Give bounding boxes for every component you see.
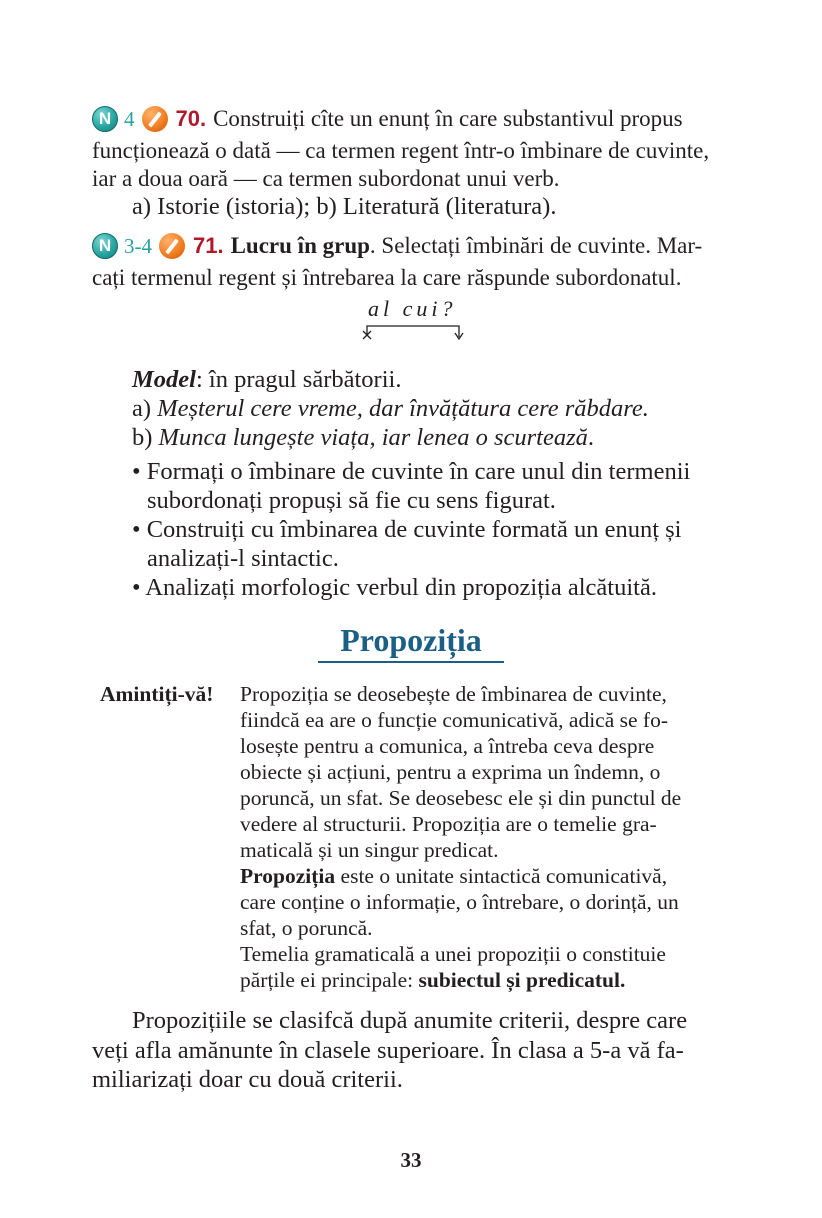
closing-line-1: Propozițiile se clasifcă după anumite criterii, despre care <box>132 1007 688 1034</box>
temelie-line-1: Temelia gramaticală a unei propoziții o constituie <box>240 942 666 966</box>
n-level-icon: N <box>92 233 118 259</box>
example-b-text: Munca lungește viața, iar lenea o scurtează <box>158 424 588 451</box>
exercise-71-title: Lucru în grup <box>230 233 370 258</box>
closing-line-3: miliarizați doar cu două criterii. <box>92 1066 403 1093</box>
exercise-70-header <box>92 105 683 133</box>
example-a <box>132 395 649 423</box>
remember-label: Amintiți-vă! <box>100 682 214 706</box>
remember-line-7: maticală și un singur predicat. <box>240 838 499 862</box>
scheme-question: al cui? <box>368 296 457 321</box>
bullet-2-line1: • Construiți cu îmbinarea de cuvinte formată un enunț și <box>132 516 682 543</box>
definition-line-1 <box>240 863 667 889</box>
temelie-start: părțile ei principale: <box>240 968 419 992</box>
model-text: : în pragul sărbătorii. <box>195 366 402 393</box>
pencil-icon <box>159 233 185 259</box>
exercise-71-line2: cați termenul regent și întrebarea la care răspunde subordonatul. <box>92 265 682 290</box>
bullet-1-line2: subordonați propuși să fie cu sens figurat. <box>147 487 556 514</box>
remember-line-1: Propoziția se deosebește de îmbinarea de cuvinte, <box>240 682 667 706</box>
page-number: 33 <box>400 1148 422 1172</box>
example-b-end: . <box>587 424 595 451</box>
scheme-arrow <box>360 321 468 343</box>
remember-line-2: fiindcă ea are o funcție comunicativă, adică se fo- <box>240 708 668 732</box>
definition-rest: este o unitate sintactică comunicativă, <box>335 864 668 888</box>
n-level-icon: N <box>92 106 118 132</box>
remember-line-4: obiecte și acțiuni, pentru a exprima un îndemn, o <box>240 760 661 784</box>
bullet-2-line2: analizați-l sintactic. <box>147 545 339 572</box>
temelie-line-2 <box>240 967 625 993</box>
section-title: Propoziția <box>340 622 482 658</box>
definition-line-2: care conține o informație, o întrebare, o dorință, un <box>240 890 679 914</box>
exercise-70-line2: funcționează o dată — ca termen regent într-o îmbinare de cuvinte, <box>92 138 710 163</box>
exercise-70-number: 70. <box>175 106 207 131</box>
temelie-bold: subiectul și predicatul. <box>418 968 626 992</box>
model-label: Model <box>132 366 196 393</box>
definition-line-3: sfat, o poruncă. <box>240 916 373 940</box>
exercise-71-header <box>92 232 702 260</box>
closing-line-2: veți afla amănunte în clasele superioare. În clasa a 5-a vă fa- <box>92 1037 684 1064</box>
exercise-70-line1: Construiți cîte un enunț în care substantivul propus <box>213 106 683 131</box>
example-a-label: a) <box>132 395 158 422</box>
exercise-70-level: 4 <box>124 106 135 131</box>
example-a-text: Meșterul cere vreme, dar învățătura cere răbdare. <box>157 395 649 422</box>
remember-line-6: vedere al structurii. Propoziția are o temelie gra- <box>240 812 657 836</box>
bullet-1-line1: • Formați o îmbinare de cuvinte în care unul din termenii <box>132 458 691 485</box>
exercise-71-level: 3-4 <box>124 233 152 258</box>
remember-line-3: losește pentru a comunica, a întreba ceva despre <box>240 734 655 758</box>
exercise-70-options: a) Istorie (istoria); b) Literatură (literatura). <box>132 193 557 220</box>
remember-line-5: poruncă, un sfat. Se deosebesc ele și din punctul de <box>240 786 682 810</box>
pencil-icon <box>142 106 168 132</box>
exercise-71-line1: . Selectați îmbinări de cuvinte. Mar- <box>369 233 703 258</box>
example-b-label: b) <box>132 424 159 451</box>
exercise-70-line3: iar a doua oară — ca termen subordonat unui verb. <box>92 166 560 191</box>
definition-term: Propoziția <box>240 864 336 888</box>
example-b <box>132 424 594 452</box>
exercise-71-number: 71. <box>193 233 224 258</box>
bullet-3: • Analizați morfologic verbul din propoziția alcătuită. <box>132 574 657 601</box>
title-underline <box>318 661 504 663</box>
model-line <box>132 366 401 394</box>
